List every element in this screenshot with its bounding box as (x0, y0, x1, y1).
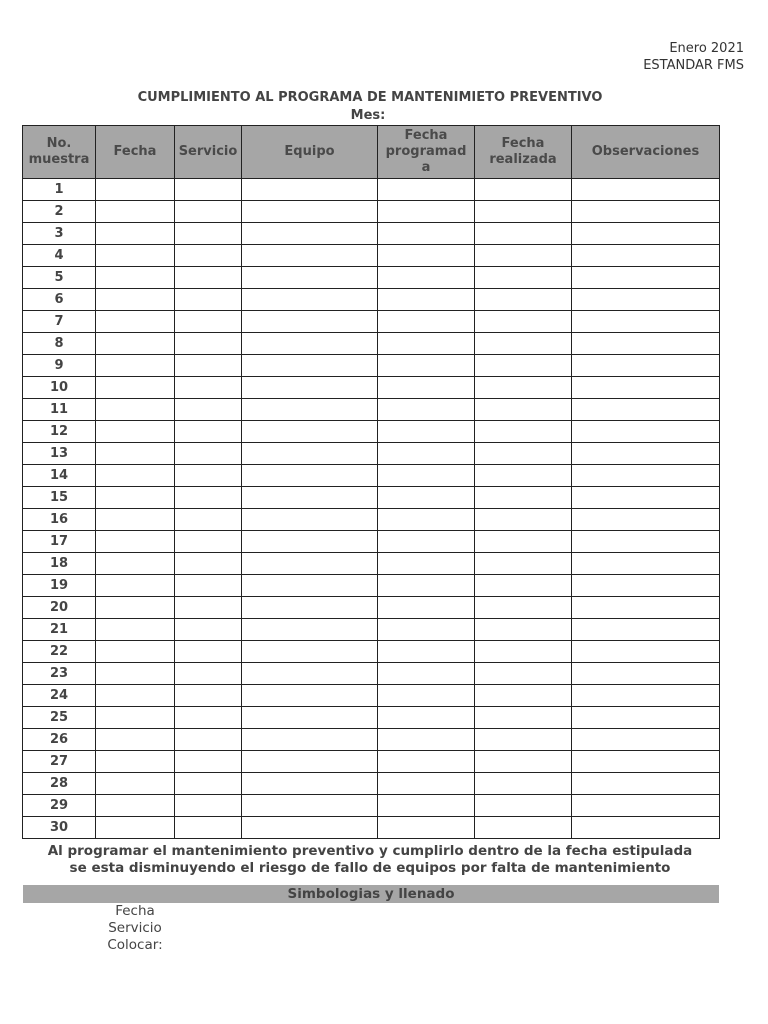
table-cell-fecha-programada[interactable] (378, 553, 475, 575)
table-cell-servicio[interactable] (175, 641, 242, 663)
table-cell-observaciones[interactable] (572, 619, 720, 641)
table-cell-equipo[interactable] (242, 377, 378, 399)
table-cell-fecha-programada[interactable] (378, 619, 475, 641)
table-cell-observaciones[interactable] (572, 817, 720, 839)
table-cell-fecha-programada[interactable] (378, 751, 475, 773)
table-row (23, 619, 720, 641)
table-cell-fecha-programada[interactable] (378, 311, 475, 333)
table-row (23, 399, 720, 421)
table-cell-servicio[interactable] (175, 575, 242, 597)
table-cell-equipo[interactable] (242, 531, 378, 553)
table-cell-fecha-realizada[interactable] (475, 707, 572, 729)
row-number: 30 (23, 817, 96, 839)
table-cell-fecha[interactable] (96, 509, 175, 531)
table-cell-fecha-realizada[interactable] (475, 597, 572, 619)
table-cell-fecha-realizada[interactable] (475, 751, 572, 773)
table-cell-fecha[interactable] (96, 707, 175, 729)
table-cell-fecha[interactable] (96, 355, 175, 377)
table-row (23, 685, 720, 707)
table-cell-servicio[interactable] (175, 201, 242, 223)
table-cell-equipo[interactable] (242, 663, 378, 685)
table-cell-equipo[interactable] (242, 223, 378, 245)
table-cell-fecha-programada[interactable] (378, 355, 475, 377)
row-number: 5 (23, 267, 96, 289)
table-cell-observaciones[interactable] (572, 509, 720, 531)
table-cell-equipo[interactable] (242, 487, 378, 509)
table-cell-fecha-realizada[interactable] (475, 729, 572, 751)
table-cell-observaciones[interactable] (572, 575, 720, 597)
table-cell-fecha[interactable] (96, 597, 175, 619)
table-body (23, 179, 720, 839)
table-cell-observaciones[interactable] (572, 729, 720, 751)
table-cell-equipo[interactable] (242, 421, 378, 443)
table-row (23, 795, 720, 817)
table-row (23, 575, 720, 597)
page-title: CUMPLIMIENTO AL PROGRAMA DE MANTENIMIETO PREVENTIVO (137, 90, 603, 105)
column-header-fecha-realizada (475, 126, 572, 179)
table-cell-fecha-realizada[interactable] (475, 179, 572, 201)
table-cell-servicio[interactable] (175, 531, 242, 553)
table-cell-servicio[interactable] (175, 817, 242, 839)
column-header-equipo (242, 126, 378, 179)
table-cell-fecha-programada[interactable] (378, 289, 475, 311)
table-cell-fecha[interactable] (96, 267, 175, 289)
table-cell-observaciones[interactable] (572, 377, 720, 399)
row-number: 13 (23, 443, 96, 465)
table-cell-servicio[interactable] (175, 773, 242, 795)
table-cell-equipo[interactable] (242, 751, 378, 773)
table-cell-equipo[interactable] (242, 773, 378, 795)
table-cell-servicio[interactable] (175, 707, 242, 729)
table-cell-equipo[interactable] (242, 553, 378, 575)
table-row (23, 773, 720, 795)
table-cell-fecha-realizada[interactable] (475, 663, 572, 685)
legend-item: Fecha (115, 903, 155, 919)
legend-items (100, 903, 170, 954)
table-cell-servicio[interactable] (175, 751, 242, 773)
table-cell-observaciones[interactable] (572, 773, 720, 795)
table-cell-fecha-programada[interactable] (378, 377, 475, 399)
table-cell-fecha-realizada[interactable] (475, 267, 572, 289)
column-header-line: Fecha (501, 136, 545, 151)
table-cell-servicio[interactable] (175, 553, 242, 575)
table-cell-equipo[interactable] (242, 685, 378, 707)
column-header-line: programad (385, 144, 467, 159)
table-cell-equipo[interactable] (242, 817, 378, 839)
table-row (23, 421, 720, 443)
table-cell-observaciones[interactable] (572, 531, 720, 553)
table-cell-fecha-programada[interactable] (378, 443, 475, 465)
table-cell-fecha-programada[interactable] (378, 267, 475, 289)
table-cell-observaciones[interactable] (572, 751, 720, 773)
table-cell-servicio[interactable] (175, 487, 242, 509)
table-cell-fecha-programada[interactable] (378, 729, 475, 751)
table-cell-fecha-programada[interactable] (378, 487, 475, 509)
table-row (23, 201, 720, 223)
table-cell-servicio[interactable] (175, 619, 242, 641)
row-number: 28 (23, 773, 96, 795)
table-cell-fecha-realizada[interactable] (475, 553, 572, 575)
table-cell-observaciones[interactable] (572, 597, 720, 619)
row-number: 12 (23, 421, 96, 443)
table-cell-fecha-realizada[interactable] (475, 245, 572, 267)
table-cell-fecha-programada[interactable] (378, 773, 475, 795)
table-cell-equipo[interactable] (242, 575, 378, 597)
legend-item: Servicio (108, 920, 162, 936)
table-cell-equipo[interactable] (242, 641, 378, 663)
table-cell-observaciones[interactable] (572, 707, 720, 729)
table-cell-servicio[interactable] (175, 421, 242, 443)
table-cell-fecha[interactable] (96, 685, 175, 707)
table-cell-observaciones[interactable] (572, 267, 720, 289)
table-cell-fecha[interactable] (96, 333, 175, 355)
table-cell-servicio[interactable] (175, 311, 242, 333)
column-header-fecha-programada (378, 126, 475, 179)
table-cell-observaciones[interactable] (572, 641, 720, 663)
row-number: 11 (23, 399, 96, 421)
table-cell-servicio[interactable] (175, 355, 242, 377)
table-cell-servicio[interactable] (175, 795, 242, 817)
table-cell-fecha-realizada[interactable] (475, 377, 572, 399)
table-cell-servicio[interactable] (175, 179, 242, 201)
column-header-line: realizada (489, 152, 557, 167)
table-cell-fecha[interactable] (96, 663, 175, 685)
table-row (23, 333, 720, 355)
table-cell-observaciones[interactable] (572, 399, 720, 421)
column-header-line: Servicio (178, 144, 238, 159)
table-cell-fecha-realizada[interactable] (475, 685, 572, 707)
table-cell-equipo[interactable] (242, 267, 378, 289)
table-cell-fecha-programada[interactable] (378, 663, 475, 685)
table-cell-fecha[interactable] (96, 465, 175, 487)
table-cell-observaciones[interactable] (572, 179, 720, 201)
row-number: 14 (23, 465, 96, 487)
table-cell-fecha-realizada[interactable] (475, 443, 572, 465)
row-number: 21 (23, 619, 96, 641)
table-cell-fecha[interactable] (96, 795, 175, 817)
table-row (23, 355, 720, 377)
column-header-line: Fecha (113, 144, 157, 159)
table-cell-servicio[interactable] (175, 223, 242, 245)
table-cell-fecha-programada[interactable] (378, 597, 475, 619)
table-cell-servicio[interactable] (175, 267, 242, 289)
table-cell-servicio[interactable] (175, 399, 242, 421)
table-cell-fecha-realizada[interactable] (475, 531, 572, 553)
table-cell-fecha-realizada[interactable] (475, 575, 572, 597)
table-row (23, 223, 720, 245)
row-number: 17 (23, 531, 96, 553)
table-cell-fecha[interactable] (96, 575, 175, 597)
legend-item: Colocar: (107, 937, 163, 953)
table-cell-fecha[interactable] (96, 443, 175, 465)
table-cell-observaciones[interactable] (572, 355, 720, 377)
table-cell-fecha-realizada[interactable] (475, 773, 572, 795)
table-cell-servicio[interactable] (175, 509, 242, 531)
row-number: 15 (23, 487, 96, 509)
row-number: 6 (23, 289, 96, 311)
table-cell-observaciones[interactable] (572, 289, 720, 311)
column-header-line: No. (46, 136, 72, 151)
table-cell-fecha-realizada[interactable] (475, 311, 572, 333)
row-number: 18 (23, 553, 96, 575)
row-number: 20 (23, 597, 96, 619)
document-date: Enero 2021 (669, 41, 744, 56)
table-cell-observaciones[interactable] (572, 795, 720, 817)
table-row (23, 707, 720, 729)
legend-title: Simbologias y llenado (23, 885, 719, 903)
table-row (23, 663, 720, 685)
table-cell-observaciones[interactable] (572, 663, 720, 685)
table-cell-observaciones[interactable] (572, 245, 720, 267)
table-cell-fecha[interactable] (96, 619, 175, 641)
table-cell-fecha-programada[interactable] (378, 179, 475, 201)
table-cell-equipo[interactable] (242, 355, 378, 377)
table-cell-fecha-programada[interactable] (378, 575, 475, 597)
table-cell-equipo[interactable] (242, 179, 378, 201)
table-cell-fecha-realizada[interactable] (475, 399, 572, 421)
table-cell-observaciones[interactable] (572, 333, 720, 355)
table-cell-servicio[interactable] (175, 729, 242, 751)
table-cell-fecha-realizada[interactable] (475, 817, 572, 839)
table-cell-fecha[interactable] (96, 179, 175, 201)
table-cell-equipo[interactable] (242, 729, 378, 751)
table-cell-servicio[interactable] (175, 685, 242, 707)
table-cell-equipo[interactable] (242, 597, 378, 619)
table-cell-servicio[interactable] (175, 377, 242, 399)
table-cell-fecha[interactable] (96, 729, 175, 751)
table-row (23, 179, 720, 201)
table-cell-fecha[interactable] (96, 641, 175, 663)
table-cell-fecha[interactable] (96, 223, 175, 245)
table-cell-fecha-programada[interactable] (378, 245, 475, 267)
table-row (23, 751, 720, 773)
table-cell-fecha-realizada[interactable] (475, 487, 572, 509)
table-cell-fecha-realizada[interactable] (475, 201, 572, 223)
table-cell-fecha-realizada[interactable] (475, 509, 572, 531)
table-cell-fecha[interactable] (96, 245, 175, 267)
table-cell-observaciones[interactable] (572, 223, 720, 245)
row-number: 10 (23, 377, 96, 399)
column-header-line: Equipo (284, 144, 335, 159)
row-number: 1 (23, 179, 96, 201)
row-number: 26 (23, 729, 96, 751)
table-cell-fecha-programada[interactable] (378, 817, 475, 839)
table-cell-fecha-programada[interactable] (378, 465, 475, 487)
row-number: 16 (23, 509, 96, 531)
table-cell-fecha[interactable] (96, 421, 175, 443)
table-cell-fecha-realizada[interactable] (475, 421, 572, 443)
table-cell-fecha-programada[interactable] (378, 641, 475, 663)
footer-note-line-1: Al programar el mantenimiento preventivo y cumplirlo dentro de la fecha estipulada (47, 843, 693, 859)
row-number: 24 (23, 685, 96, 707)
table-cell-fecha[interactable] (96, 773, 175, 795)
table-cell-fecha-programada[interactable] (378, 223, 475, 245)
row-number: 3 (23, 223, 96, 245)
table-cell-observaciones[interactable] (572, 487, 720, 509)
table-cell-equipo[interactable] (242, 311, 378, 333)
table-cell-fecha-realizada[interactable] (475, 289, 572, 311)
column-header-line: muestra (28, 152, 90, 167)
table-cell-fecha-programada[interactable] (378, 399, 475, 421)
table-row (23, 377, 720, 399)
table-cell-servicio[interactable] (175, 289, 242, 311)
table-cell-equipo[interactable] (242, 509, 378, 531)
table-cell-fecha[interactable] (96, 531, 175, 553)
table-cell-equipo[interactable] (242, 245, 378, 267)
table-cell-servicio[interactable] (175, 443, 242, 465)
table-cell-fecha-programada[interactable] (378, 795, 475, 817)
table-cell-observaciones[interactable] (572, 201, 720, 223)
column-header-line: Observaciones (591, 144, 700, 159)
column-header-no-muestra (23, 126, 96, 179)
table-row (23, 553, 720, 575)
table-row (23, 487, 720, 509)
table-cell-fecha-programada[interactable] (378, 421, 475, 443)
table-header-row (23, 126, 720, 179)
month-label: Mes: (350, 108, 386, 123)
table-cell-fecha[interactable] (96, 377, 175, 399)
table-row (23, 245, 720, 267)
table-cell-fecha-programada[interactable] (378, 201, 475, 223)
table-cell-observaciones[interactable] (572, 443, 720, 465)
table-cell-fecha-programada[interactable] (378, 707, 475, 729)
table-row (23, 465, 720, 487)
table-cell-fecha[interactable] (96, 311, 175, 333)
table-cell-fecha[interactable] (96, 201, 175, 223)
footer-note-line-2: se esta disminuyendo el riesgo de fallo de equipos por falta de mantenimiento (69, 860, 671, 876)
column-header-line: a (421, 160, 431, 175)
table-cell-servicio[interactable] (175, 245, 242, 267)
table-cell-fecha-realizada[interactable] (475, 333, 572, 355)
table-cell-servicio[interactable] (175, 597, 242, 619)
table-cell-servicio[interactable] (175, 333, 242, 355)
table-cell-fecha[interactable] (96, 289, 175, 311)
column-header-observaciones (572, 126, 720, 179)
document-header-info (643, 40, 744, 74)
table-cell-fecha-realizada[interactable] (475, 795, 572, 817)
table-cell-equipo[interactable] (242, 619, 378, 641)
table-cell-fecha-realizada[interactable] (475, 619, 572, 641)
table-cell-observaciones[interactable] (572, 465, 720, 487)
row-number: 8 (23, 333, 96, 355)
column-header-servicio (175, 126, 242, 179)
footer-note (0, 843, 740, 877)
document-standard: ESTANDAR FMS (643, 58, 744, 73)
row-number: 7 (23, 311, 96, 333)
table-row (23, 509, 720, 531)
table-cell-fecha-realizada[interactable] (475, 641, 572, 663)
table-cell-observaciones[interactable] (572, 421, 720, 443)
row-number: 2 (23, 201, 96, 223)
table-cell-equipo[interactable] (242, 289, 378, 311)
table-row (23, 443, 720, 465)
table-cell-fecha[interactable] (96, 399, 175, 421)
table-cell-equipo[interactable] (242, 707, 378, 729)
row-number: 9 (23, 355, 96, 377)
table-cell-fecha-programada[interactable] (378, 685, 475, 707)
row-number: 19 (23, 575, 96, 597)
row-number: 29 (23, 795, 96, 817)
table-cell-fecha[interactable] (96, 553, 175, 575)
column-header-fecha (96, 126, 175, 179)
table-cell-fecha-programada[interactable] (378, 333, 475, 355)
table-row (23, 641, 720, 663)
table-cell-observaciones[interactable] (572, 685, 720, 707)
table-cell-fecha[interactable] (96, 817, 175, 839)
table-cell-fecha-realizada[interactable] (475, 223, 572, 245)
table-cell-fecha-realizada[interactable] (475, 465, 572, 487)
table-cell-fecha-realizada[interactable] (475, 355, 572, 377)
table-cell-equipo[interactable] (242, 795, 378, 817)
table-cell-equipo[interactable] (242, 399, 378, 421)
row-number: 25 (23, 707, 96, 729)
table-cell-equipo[interactable] (242, 201, 378, 223)
table-cell-equipo[interactable] (242, 333, 378, 355)
table-cell-servicio[interactable] (175, 465, 242, 487)
table-cell-equipo[interactable] (242, 465, 378, 487)
table-row (23, 597, 720, 619)
table-cell-fecha-programada[interactable] (378, 509, 475, 531)
table-cell-fecha[interactable] (96, 487, 175, 509)
row-number: 4 (23, 245, 96, 267)
row-number: 27 (23, 751, 96, 773)
table-row (23, 531, 720, 553)
table-cell-servicio[interactable] (175, 663, 242, 685)
table-row (23, 729, 720, 751)
table-row (23, 817, 720, 839)
table-cell-observaciones[interactable] (572, 311, 720, 333)
table-row (23, 289, 720, 311)
column-header-line: Fecha (404, 128, 448, 143)
table-cell-fecha[interactable] (96, 751, 175, 773)
table-row (23, 267, 720, 289)
row-number: 23 (23, 663, 96, 685)
table-cell-fecha-programada[interactable] (378, 531, 475, 553)
row-number: 22 (23, 641, 96, 663)
table-cell-equipo[interactable] (242, 443, 378, 465)
maintenance-table (22, 125, 720, 839)
table-cell-observaciones[interactable] (572, 553, 720, 575)
table-row (23, 311, 720, 333)
